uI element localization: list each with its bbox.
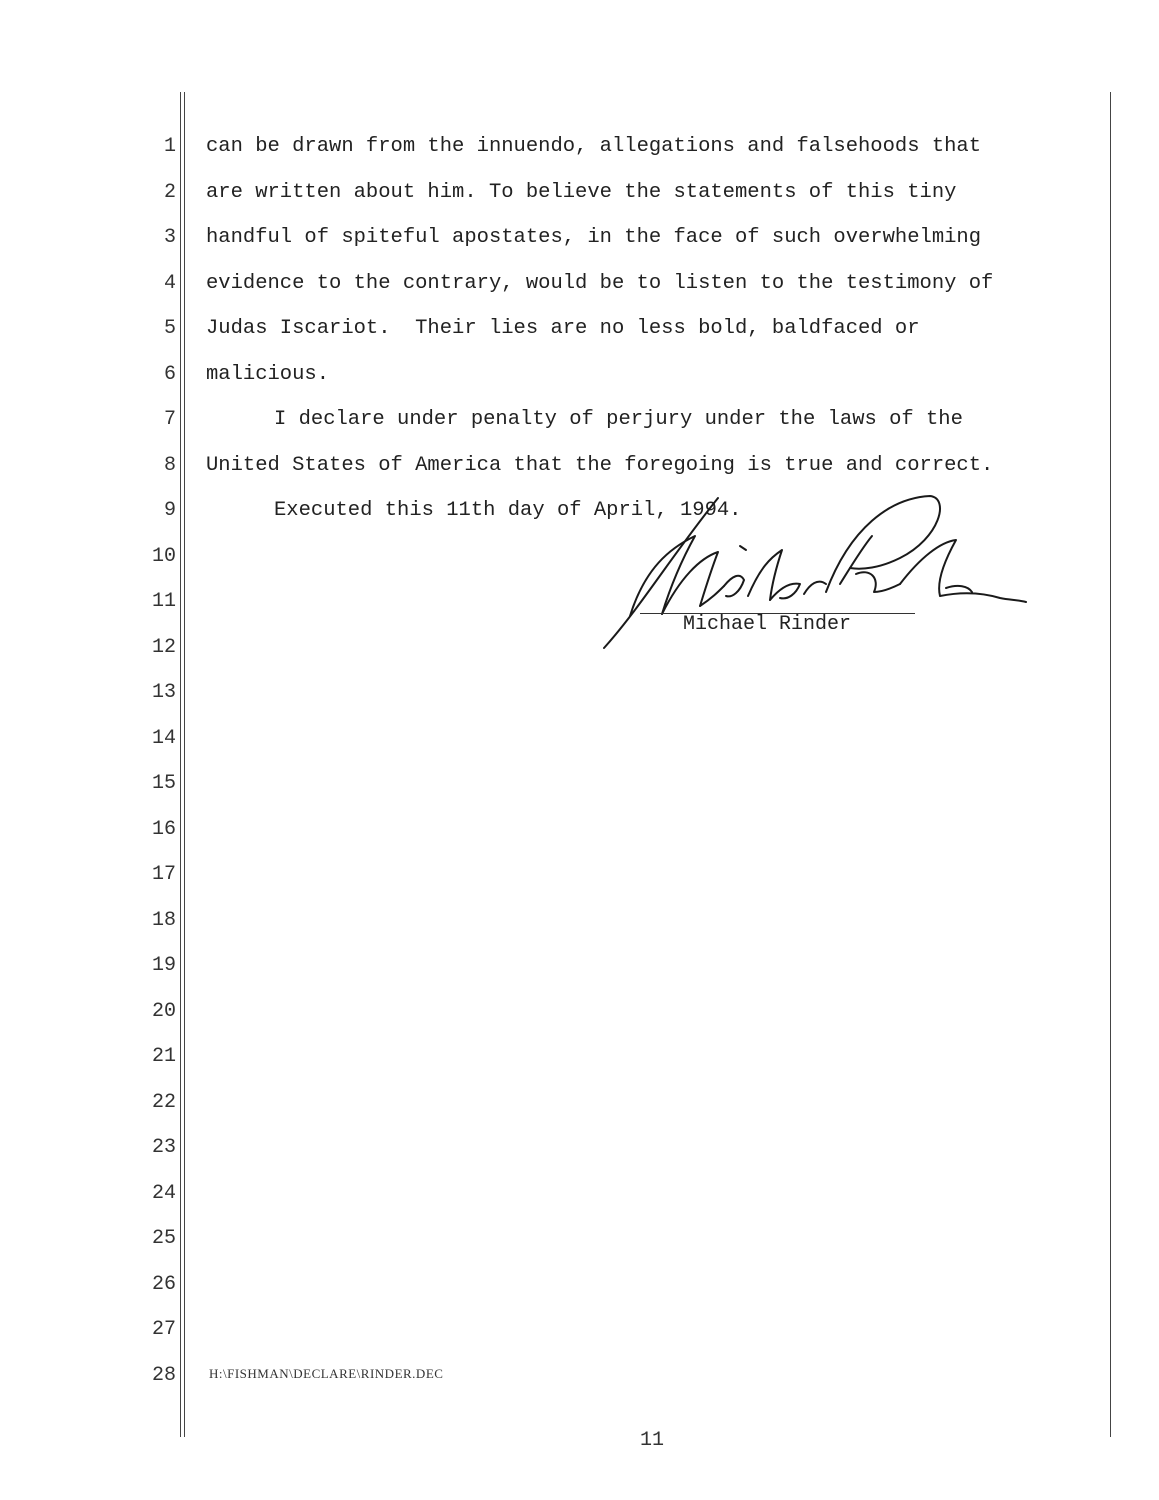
line-number: 22 <box>151 1090 176 1114</box>
body-line: United States of America that the foregoing is true and correct. <box>206 453 994 477</box>
line-number: 7 <box>163 408 176 431</box>
line-number: 18 <box>151 908 176 932</box>
line-number: 13 <box>151 681 176 704</box>
line-number: 10 <box>151 544 176 568</box>
body-line: can be drawn from the innuendo, allegations and falsehoods that <box>206 135 982 158</box>
file-path-footer: H:\FISHMAN\DECLARE\RINDER.DEC <box>209 1366 444 1381</box>
line-number: 21 <box>151 1045 176 1068</box>
page-number: 11 <box>640 1429 665 1452</box>
line-number: 16 <box>151 817 176 841</box>
line-number: 8 <box>163 453 176 477</box>
line-number: 9 <box>163 499 176 522</box>
body-line: malicious. <box>206 362 330 386</box>
line-number: 17 <box>151 863 176 886</box>
line-number: 15 <box>151 772 176 795</box>
line-number: 3 <box>163 226 176 249</box>
line-number: 27 <box>151 1318 176 1341</box>
line-number: 4 <box>163 271 176 295</box>
body-line: Judas Iscariot. Their lies are no less bold, baldfaced or <box>206 317 920 340</box>
line-number: 26 <box>151 1272 176 1296</box>
line-number: 19 <box>151 954 176 977</box>
right-margin-rule <box>1110 92 1111 1437</box>
line-number: 25 <box>151 1227 176 1250</box>
line-number: 12 <box>151 635 176 659</box>
body-line: evidence to the contrary, would be to listen to the testimony of <box>206 271 994 295</box>
line-number: 6 <box>163 362 176 386</box>
body-line: are written about him. To believe the statements of this tiny <box>206 180 957 204</box>
executed-line: Executed this 11th day of April, 1994. <box>274 499 742 522</box>
body-line: I declare under penalty of perjury under the laws of the <box>274 408 963 431</box>
left-margin-rule-inner <box>184 92 185 1437</box>
line-number: 28 <box>151 1363 176 1387</box>
left-margin-rule-outer <box>180 92 181 1437</box>
signatory-name: Michael Rinder <box>683 613 852 636</box>
line-number: 1 <box>163 135 176 158</box>
line-number: 2 <box>163 180 176 204</box>
line-number: 24 <box>151 1181 176 1205</box>
body-line: handful of spiteful apostates, in the face of such overwhelming <box>206 226 982 249</box>
line-number: 23 <box>151 1136 176 1159</box>
line-number: 5 <box>163 317 176 340</box>
line-number: 11 <box>151 590 176 613</box>
line-number: 14 <box>151 726 176 750</box>
line-number: 20 <box>151 999 176 1023</box>
